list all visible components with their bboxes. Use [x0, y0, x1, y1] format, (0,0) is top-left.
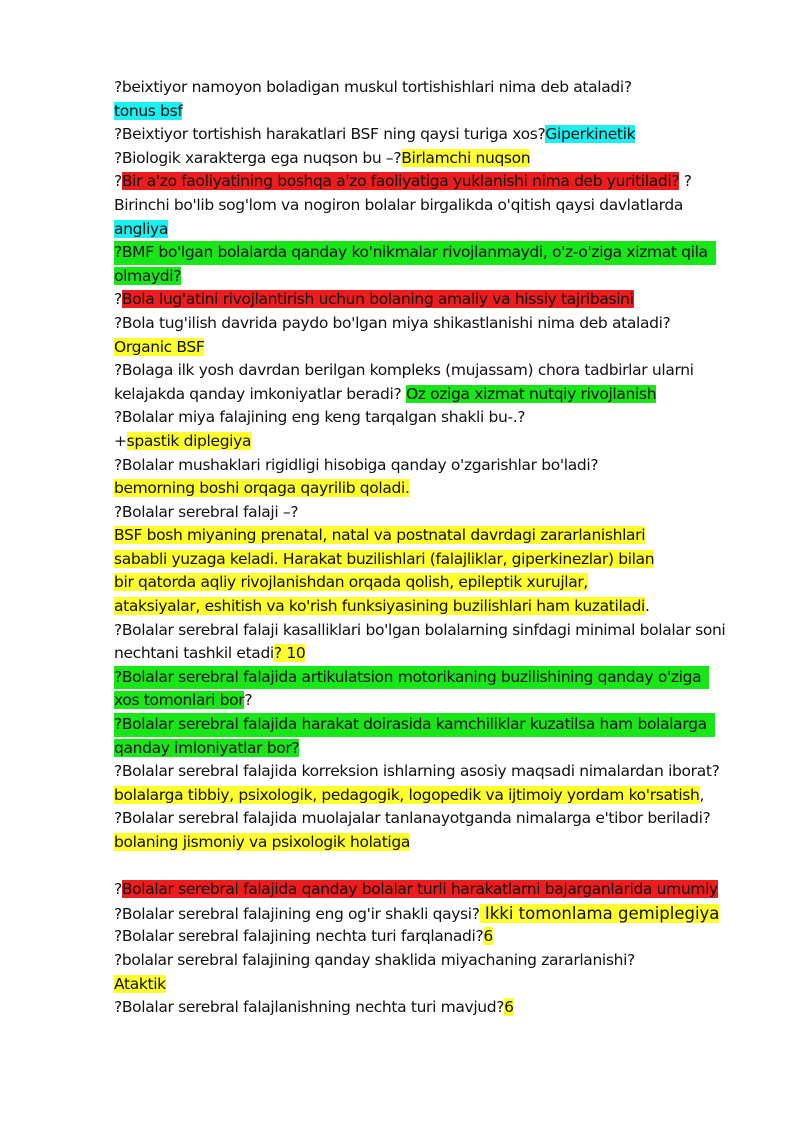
question-text: Birinchi bo'lib sog'lom va nogiron bolalar birgalikda o'qitish qaysi davlatlarda [114, 195, 683, 214]
question-line [114, 642, 754, 666]
question-mark: ? [114, 290, 122, 309]
answer-highlight: sababli yuzaga keladi. Harakat buzilishlari (falajliklar, giperkinezlar) bilan [114, 549, 655, 568]
question-line [114, 737, 754, 761]
question-line [114, 383, 754, 407]
question-line [114, 878, 754, 902]
question-line [114, 454, 754, 478]
question-text: ?Beixtiyor tortishish harakatlari BSF ning qaysi turiga xos? [114, 125, 546, 144]
answer-line [114, 336, 754, 360]
question-highlight: qanday imloniyatlar bor? [114, 738, 300, 757]
answer-line [114, 100, 754, 124]
answer-prefix: + [114, 431, 127, 450]
question-text: kelajakda qanday imkoniyatlar beradi? [114, 384, 402, 403]
question-line [114, 147, 754, 171]
question-line [114, 76, 754, 100]
question-text: ?Bola tug'ilish davrida paydo bo'lgan miya shikastlanishi nima deb ataladi? [114, 313, 671, 332]
answer-highlight: ataksiyalar, eshitish va ko'rish funksiyasining buzilishlari ham kuzatiladi [114, 597, 646, 616]
answer-highlight: bemorning boshi orqaga qayrilib qoladi. [114, 479, 410, 498]
question-text: ?Bolalar serebral falaji –? [114, 502, 299, 521]
question-line [114, 312, 754, 336]
answer-line [114, 973, 754, 997]
answer-suffix: . [645, 597, 650, 616]
answer-highlight: Giperkinetik [545, 125, 636, 144]
answer-suffix: , [699, 785, 705, 804]
answer-highlight: BSF bosh miyaning prenatal, natal va postnatal davrdagi zararlanishlari [114, 526, 646, 545]
question-text: ?beixtiyor namoyon boladigan muskul tortishishlari nima deb ataladi? [114, 78, 632, 96]
question-line [114, 807, 754, 831]
answer-highlight: angliya [114, 219, 168, 238]
answer-highlight: 6 [483, 927, 493, 946]
question-text: ?Bolalar serebral falaji kasalliklari bo'lgan bolalarning sinfdagi minimal bolalar soni [114, 620, 726, 639]
question-line [114, 501, 754, 525]
answer-highlight: Oz oziga xizmat nutqiy rivojlanish [405, 384, 657, 403]
question-line [114, 288, 754, 312]
question-highlight: ?Bolalar serebral falajida artikulatsion motorikaning buzilishining qanday o'ziga [114, 666, 709, 690]
question-line [114, 265, 754, 289]
question-text: ?Bolalar serebral falajlanishning nechta turi mavjud? [114, 998, 505, 1017]
answer-line [114, 218, 754, 242]
question-line [114, 925, 754, 949]
question-line [114, 123, 754, 147]
answer-highlight: Birlamchi nuqson [401, 148, 531, 167]
question-line [114, 689, 754, 713]
question-text: nechtani tashkil etadi [114, 644, 274, 663]
answer-highlight: Ataktik [114, 974, 166, 993]
question-text: ?Bolalar serebral falajining nechta turi farqlanadi? [114, 927, 484, 946]
question-line [114, 713, 754, 737]
question-mark: ? [679, 172, 692, 191]
document-body [114, 76, 754, 1020]
question-highlight: Bola lug'atini rivojlantirish uchun bolaning amaliy va hissiy tajribasini [121, 290, 634, 309]
answer-highlight: 6 [504, 998, 514, 1017]
answer-highlight: bolalarga tibbiy, psixologik, pedagogik, logopedik va ijtimoiy yordam ko'rsatish [114, 785, 700, 804]
answer-highlight: Organic BSF [114, 337, 205, 356]
question-text: ?bolalar serebral falajining qanday shaklida miyachaning zararlanishi? [114, 950, 635, 969]
question-text: ?Bolalar serebral falajining eng og'ir shakli qaysi? [114, 904, 480, 923]
question-line [114, 406, 754, 430]
answer-highlight: bolaning jismoniy va psixologik holatiga [114, 833, 411, 851]
answer-line [114, 524, 754, 548]
question-highlight: Bolalar serebral falajida qanday bolalar turli harakatlarni bajarganlarida umumiy [121, 880, 718, 899]
question-text: ?Bolalar miya falajining eng keng tarqalgan shakli bu-.? [114, 408, 526, 427]
question-line [114, 902, 754, 926]
answer-highlight: ? 10 [273, 644, 306, 663]
question-line [114, 241, 754, 265]
question-text: ?Bolalar mushaklari rigidligi hisobiga qanday o'zgarishlar bo'ladi? [114, 455, 599, 474]
question-mark: ? [244, 691, 253, 710]
answer-highlight: bir qatorda aqliy rivojlanishdan orqada qolish, epileptik xurujlar, [114, 573, 588, 592]
question-mark: ? [114, 880, 122, 899]
question-highlight: xos tomonlari bor [114, 691, 245, 710]
question-line [114, 170, 754, 194]
answer-line [114, 831, 754, 855]
question-line [114, 666, 754, 690]
question-line [114, 359, 754, 383]
question-text: ?Biologik xarakterga ega nuqson bu –? [114, 148, 402, 167]
answer-line [114, 477, 754, 501]
question-line [114, 619, 754, 643]
answer-highlight: tonus bsf [114, 101, 183, 120]
blank-line [114, 855, 754, 879]
question-text: ?Bolaga ilk yosh davrdan berilgan kompleks (mujassam) chora tadbirlar ularni [114, 361, 694, 380]
question-text: ?Bolalar serebral falajida korreksion ishlarning asosiy maqsadi nimalardan iborat? [114, 762, 720, 781]
answer-line [114, 571, 754, 595]
question-line [114, 760, 754, 784]
question-line [114, 949, 754, 973]
answer-line [114, 784, 754, 808]
question-text: ?Bolalar serebral falajida muolajalar tanlanayotganda nimalarga e'tibor beriladi? [114, 809, 711, 828]
question-highlight: ?BMF bo'lgan bolalarda qanday ko'nikmalar rivojlanmaydi, o'z-o'ziga xizmat qila [114, 241, 716, 265]
answer-line [114, 595, 754, 619]
question-highlight: ?Bolalar serebral falajida harakat doirasida kamchiliklar kuzatilsa ham bolalarga [114, 713, 715, 737]
answer-line [114, 430, 754, 454]
question-line [114, 194, 754, 218]
question-highlight: olmaydi? [114, 266, 182, 285]
answer-line [114, 548, 754, 572]
answer-highlight: spastik diplegiya [126, 431, 252, 450]
answer-highlight: Ikki tomonlama gemiplegiya [479, 903, 720, 923]
question-highlight: Bir a'zo faoliyatining boshqa a'zo faoliyatiga yuklanishi nima deb yuritiladi? [121, 172, 680, 191]
question-mark: ? [114, 172, 122, 191]
question-line [114, 996, 754, 1020]
